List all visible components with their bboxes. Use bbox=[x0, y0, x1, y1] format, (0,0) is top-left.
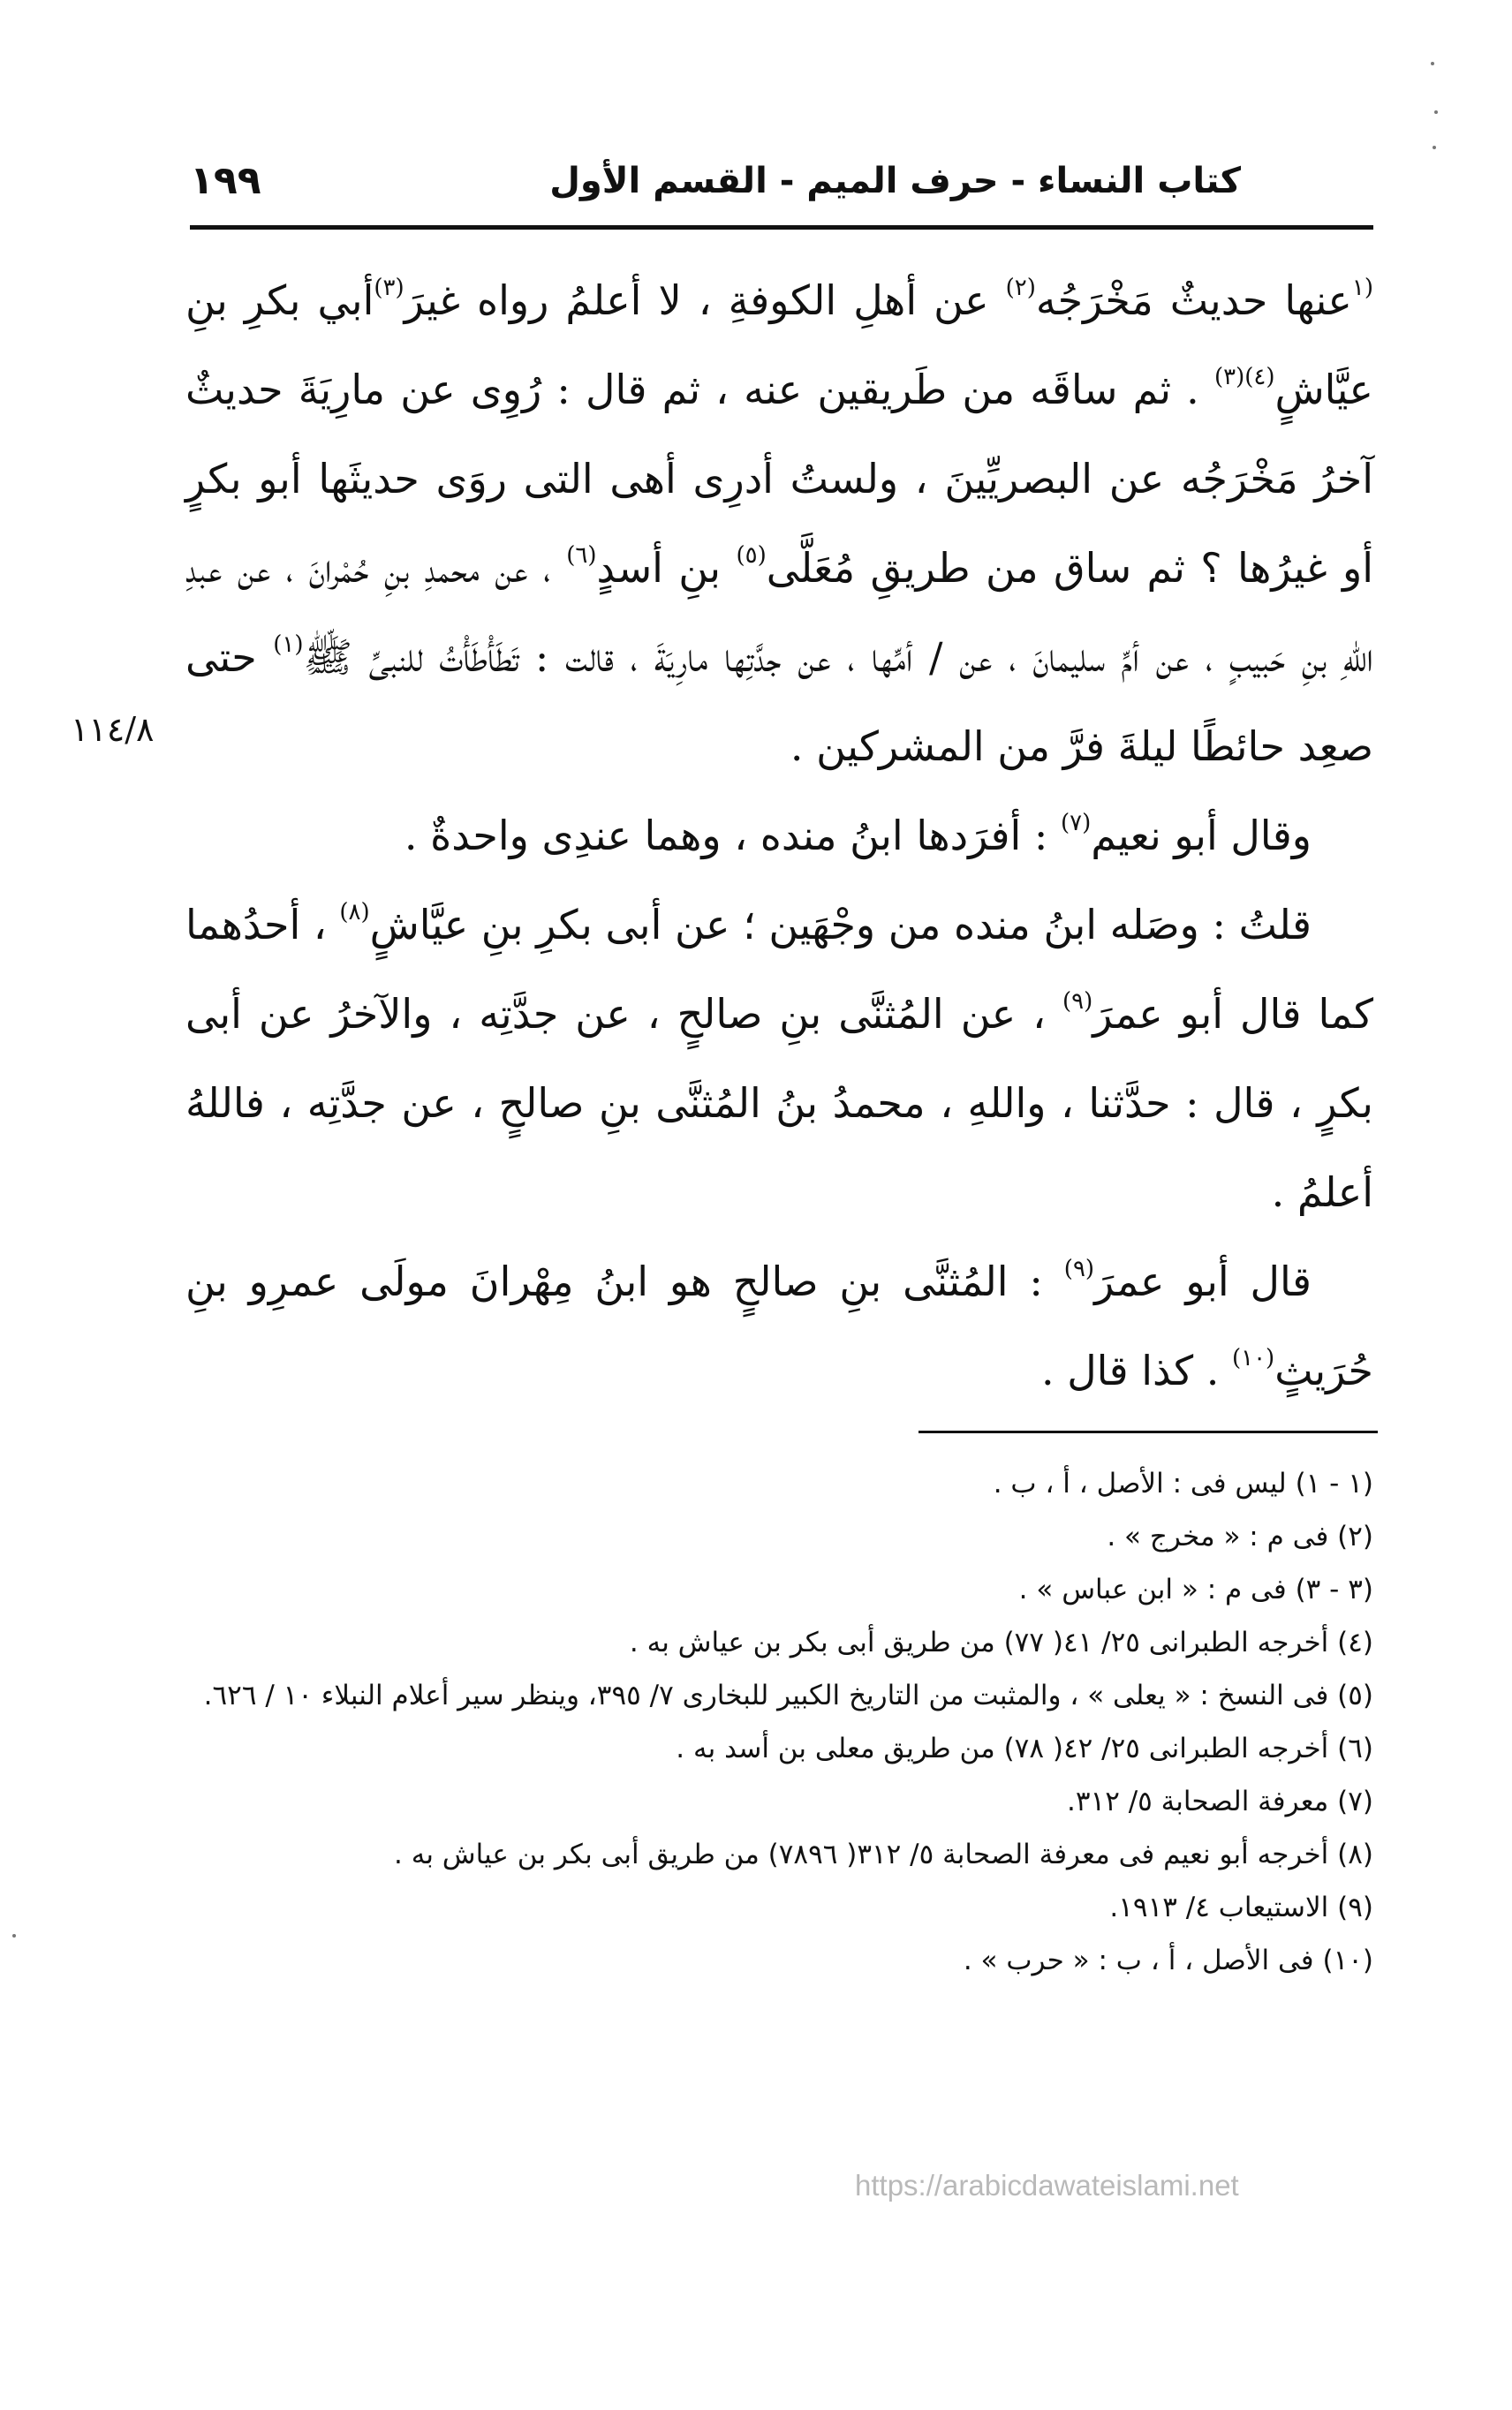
footnotes bbox=[181, 1457, 1373, 1987]
footnote-ref: (٩) bbox=[1063, 1256, 1095, 1282]
scan-speck bbox=[1434, 110, 1438, 114]
footnote-ref: (٨) bbox=[339, 899, 370, 925]
footnote-ref: (١٠) bbox=[1231, 1345, 1275, 1371]
footnote-ref: (٧) bbox=[1060, 810, 1092, 836]
footnote-ref: (٢) bbox=[1005, 275, 1036, 301]
scan-speck bbox=[1433, 146, 1436, 149]
footnote-ref: (٤)(٣) bbox=[1213, 364, 1275, 390]
main-text bbox=[185, 256, 1373, 1416]
footnote: (٤) أخرجه الطبرانى ٢٥/ ٤١( ٧٧) من طريق أبى بكر بن عياش به . bbox=[629, 1627, 1373, 1658]
footnote-separator bbox=[919, 1431, 1378, 1433]
scan-speck bbox=[12, 1934, 16, 1938]
footnote-ref: (٦) bbox=[566, 542, 597, 569]
footnote: (٨) أخرجه أبو نعيم فى معرفة الصحابة ٥/ ٣١٢( ٧٨٩٦) من طريق أبى بكر بن عياش به . bbox=[393, 1839, 1373, 1870]
footnote-open-marker: (١ bbox=[1351, 275, 1373, 301]
paragraph-2: وقال أبو نعيم$^{(٧)}$ : أفرَدها ابنُ منده ، وهما عندِى واحدةٌ . bbox=[404, 810, 1312, 859]
running-title: كتاب النساء - حرف الميم - القسم الأول bbox=[549, 161, 1241, 201]
footnote: (٩) الاستيعاب ٤/ ١٩١٣. bbox=[1109, 1892, 1373, 1923]
footnote-ref: (٣) bbox=[374, 275, 404, 301]
footnote: (٦) أخرجه الطبرانى ٢٥/ ٤٢( ٧٨) من طريق معلى بن أسد به . bbox=[676, 1733, 1373, 1764]
paragraph-1: $^{(١}$عنها حديثٌ مَخْرَجُه$^{(٢)}$ عن أهلِ الكوفةِ ، لا أعلمُ رواه غيرَ$^{(٣)}$أبي بكرِ بنِ عيَّاشٍ$^{(٤)(٣)}$ . ثم ساقَه من طَريقين عنه ، ثم قال : رُوِى عن مارِيَةَ حديثٌ آخرُ مَخْرَجُه عن البصريِّينَ ، ولستُ أدرِى أهى التى روَى حديثَها أبو بكرٍ أو غيرُها ؟ ثم ساق من طريقِ مُعَلَّى$^{(٥)}$ بنِ أسدٍ$^{(٦)}$ ، عن محمدِ بنِ حُمْرانَ ، عن عبدِ اللهِ بنِ حَبيبٍ ، عن أمِّ سليمانَ ، عن / أمِّها ، عن جدَّتِها مارِيَةَ ، قالت : تَطَأْطَأْتُ للنبىِّ ﷺ$^{(١)}$ حتى صعِد حائطًا ليلةَ فرَّ من المشركين . bbox=[185, 275, 1374, 770]
footnote-ref: (٩) bbox=[1062, 988, 1093, 1015]
watermark-url: https://arabicdawateislami.net bbox=[855, 2169, 1239, 2202]
footnote: (٧) معرفة الصحابة ٥/ ٣١٢. bbox=[1067, 1786, 1373, 1817]
page-number: ١٩٩ bbox=[190, 158, 261, 203]
header-rule bbox=[190, 225, 1373, 230]
footnote-ref: (٥) bbox=[736, 542, 767, 569]
paragraph-3: قلتُ : وصَله ابنُ منده من وجْهَين ؛ عن أبى بكرِ بنِ عيَّاشٍ$^{(٨)}$ ، أحدُهما كما قال أبو عمرَ$^{(٩)}$ ، عن المُثنَّى بنِ صالحٍ ، عن جدَّتِه ، والآخرُ عن أبى بكرٍ ، قال : حدَّثنا ، واللهِ ، محمدُ بنُ المُثنَّى بنِ صالحٍ ، عن جدَّتِه ، فاللهُ أعلمُ . bbox=[185, 899, 1373, 1216]
footnote: (١ - ١) ليس فى : الأصل ، أ ، ب . bbox=[993, 1468, 1373, 1500]
scan-speck bbox=[1431, 62, 1434, 65]
footnote: (٣ - ٣) فى م : « ابن عباس » . bbox=[1018, 1574, 1373, 1605]
paragraph-4: قال أبو عمرَ$^{(٩)}$ : المُثنَّى بنِ صالحٍ هو ابنُ مِهْرانَ مولَى عمرِو بنِ حُرَيثٍ$^{(١٠)}$ . كذا قال . bbox=[185, 1256, 1373, 1394]
footnote: (٥) فى النسخ : « يعلى » ، والمثبت من التاريخ الكبير للبخارى ٧/ ٣٩٥، وينظر سير أعلام النبلاء ١٠ / ٦٢٦. bbox=[203, 1680, 1373, 1711]
footnote-ref: (١) bbox=[273, 631, 304, 658]
page-header bbox=[190, 150, 1373, 212]
footnote: (١٠) فى الأصل ، أ ، ب : « حرب » . bbox=[963, 1945, 1373, 1976]
margin-volume-page-reference: ١١٤/٨ bbox=[71, 710, 155, 749]
footnote: (٢) فى م : « مخرج » . bbox=[1107, 1521, 1373, 1553]
